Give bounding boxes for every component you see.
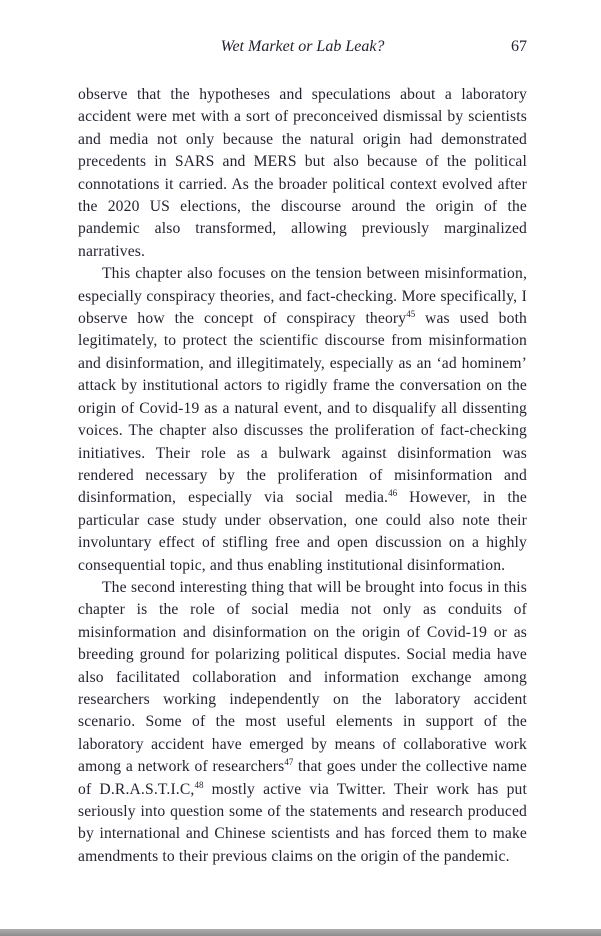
paragraph: observe that the hypotheses and speculations about a laboratory accident were met with a sort of preconceived dismissal by scientists and media not only because the natural origin had demonstrated precedents in SARS and MERS but also because of the political connotations it carried. As the broader political context evolved after the 2020 US elections, the discourse around the origin of the pandemic also transformed, allowing previously marginalized narratives. [78,86,527,260]
paragraph: The second interesting thing that will be brought into focus in this chapter is the role of social media not only as conduits of misinformation and disinformation on the origin of Covid-19 or as breeding ground for polarizing political disputes. Social media have also facilitated collaboration and information exchange among researchers working independently on the laboratory accident scenario. Some of the most useful elements in support of the laboratory accident have emerged by means of collaborative work among a network of researchers$^{47}$ that goes under the collective name of D.R.A.S.T.I.C,$^{48}$ mostly active via Twitter. Their work has put seriously into question some of the statements and research produced by international and Chinese scientists and has forced them to make amendments to their previous claims on the origin of the pandemic. [78,578,527,865]
viewer-bottom-bar [0,929,601,936]
paragraph: This chapter also focuses on the tension between misinformation, especially conspiracy theories, and fact-checking. More specifically, I observe how the concept of conspiracy theory$^{45}$ was used both legitimately, to protect the scientific discourse from misinformation and disinformation, and illegitimately, especially as an ‘ad hominem’ attack by institutional actors to rigidly frame the conversation on the origin of Covid-19 as a natural event, and to disqualify all dissenting voices. The chapter also discusses the proliferation of fact-checking initiatives. Their role as a bulwark against disinformation was rendered necessary by the proliferation of misinformation and disinformation, especially via social media.$^{46}$ However, in the particular case study under observation, one could also note their involuntary effect of stifling free and open discussion on a highly consequential topic, and thus enabling institutional disinformation. [78,265,528,574]
footnote-reference: 47 [284,757,294,767]
running-title: Wet Market or Lab Leak? [220,38,385,55]
footnote-reference: 46 [388,488,398,499]
text-block [78,84,527,868]
footnote-reference: 48 [194,779,204,790]
page-number: 67 [511,38,527,55]
page-header [78,38,527,58]
footnote-reference: 45 [406,308,416,319]
